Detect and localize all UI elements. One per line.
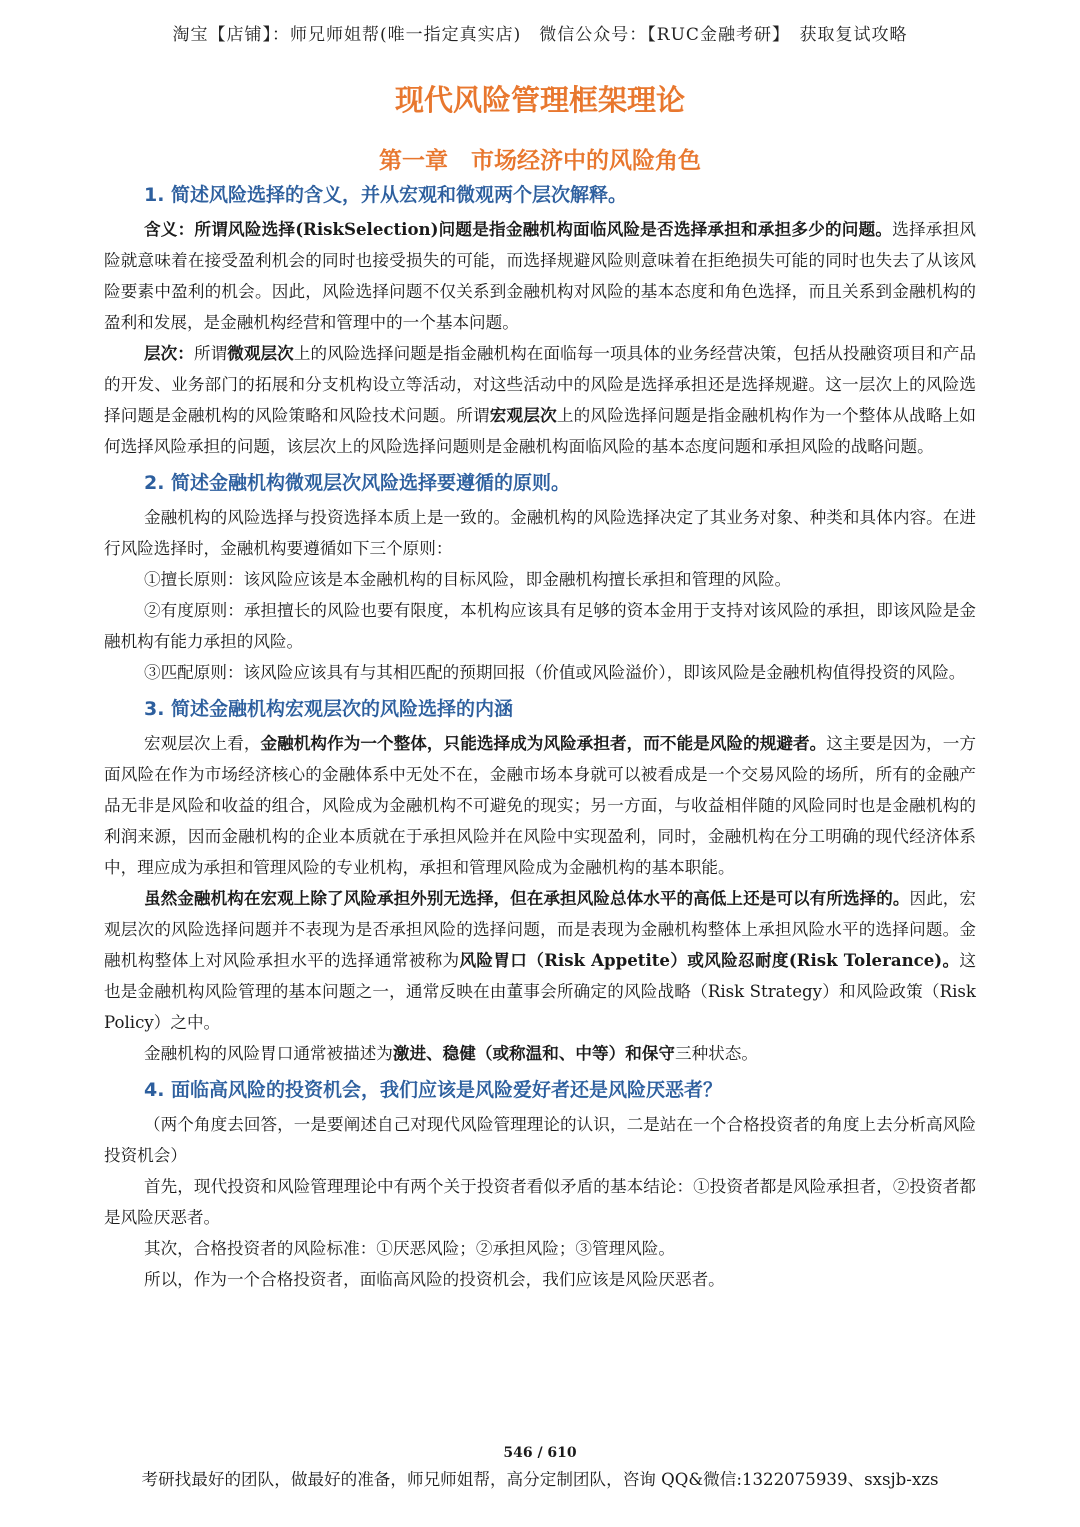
main-content [104,178,976,1295]
paragraph: 其次，合格投资者的风险标准：①厌恶风险；②承担风险；③管理风险。 [144,1239,675,1258]
paragraph: 首先，现代投资和风险管理理论中有两个关于投资者看似矛盾的基本结论：①投资者都是风险承担者，②投资者都是风险厌恶者。 [104,1177,976,1227]
text-span: 上的风险选择问题是指金融机构在面临每一项具体的业务经营决策，包括从投融资项目和产品的开发、业务部门的拓展和分支机构设立等活动，对这些活动中的风险是选择承担还是选择规避。这一层次上的风险选择问题是金融机构的风险策略和风险技术问题。所谓 [104,344,977,425]
appetite-states: 激进、稳健（或称温和、中等）和保守 [392,1043,675,1063]
risk-appetite-term: 风险胃口（Risk Appetite）或风险忍耐度(Risk Tolerance)。 [459,950,960,970]
paragraph: （两个角度去回答，一是要阐述自己对现代风险管理理论的认识，二是站在一个合格投资者的角度上去分析高风险投资机会） [104,1115,976,1165]
chapter-heading: 第一章 市场经济中的风险角色 [379,148,701,174]
page-footer [0,1440,1080,1494]
text-span: 所谓 [193,344,228,363]
page-header: 淘宝【店铺】：师兄师姐帮(唯一指定真实店) 微信公众号：【RUC金融考研】 获取复试攻略 [172,25,908,45]
paragraph: 所以，作为一个合格投资者，面临高风险的投资机会，我们应该是风险厌恶者。 [144,1270,725,1289]
text-span: 宏观层次上看， [144,734,261,753]
paragraph: 金融机构的风险选择与投资选择本质上是一致的。金融机构的风险选择决定了其业务对象、种类和具体内容。在进行风险选择时，金融机构要遵循如下三个原则： [104,508,976,558]
principle-item: ②有度原则：承担擅长的风险也要有限度，本机构应该具有足够的资本金用于支持对该风险的承担，即该风险是金融机构有能力承担的风险。 [104,601,976,651]
text-span: 这主要是因为，一方面风险在作为市场经济核心的金融体系中无处不在，金融市场本身就可以被看成是一个交易风险的场所，所有的金融产品无非是风险和收益的组合，风险成为金融机构不可避免的现实；另一方面，与收益相伴随的风险同时也是金融机构的利润来源，因而金融机构的企业本质就在于承担风险并在风险中实现盈利，同时，金融机构在分工明确的现代经济体系中，理应成为承担和管理风险的专业机构，承担和管理风险成为金融机构的基本职能。 [104,734,977,877]
text-span: 三种状态。 [675,1044,758,1063]
paragraph [104,883,976,1038]
text-span: 因此，宏观层次的风险选择问题并不表现为是否承担风险的选择问题，而是表现为金融机构整体上承担风险水平的选择问题。金融机构整体上对风险承担水平的选择通常被称为 [104,889,977,970]
footer-contact: 考研找最好的团队，做最好的准备，师兄师姐帮，高分定制团队，咨询 QQ&微信:1322075939、sxsjb-xzs [141,1470,939,1489]
question-heading-3: 3. 简述金融机构宏观层次的风险选择的内涵 [144,698,514,720]
text-span: 金融机构的风险胃口通常被描述为 [144,1044,393,1063]
principle-item: ③匹配原则：该风险应该具有与其相匹配的预期回报（价值或风险溢价），即该风险是金融机构值得投资的风险。 [144,663,966,682]
document-title: 现代风险管理框架理论 [394,83,685,117]
text-span: 这也是金融机构风险管理的基本问题之一，通常反映在由董事会所确定的风险战略（Risk Strategy）和风险政策（Risk Policy）之中。 [104,951,977,1032]
bold-statement: 虽然金融机构在宏观上除了风险承担外别无选择，但在承担风险总体水平的高低上还是可以有所选择的。 [144,888,910,908]
paragraph [104,1038,976,1069]
bold-statement: 金融机构作为一个整体，只能选择成为风险承担者，而不能是风险的规避者。 [260,733,827,753]
question-heading-4: 4. 面临高风险的投资机会，我们应该是风险爱好者还是风险厌恶者？ [144,1079,723,1101]
question-heading-2: 2. 简述金融机构微观层次风险选择要遵循的原则。 [144,472,571,494]
definition-text: 选择承担风险就意味着在接受盈利机会的同时也接受损失的可能，而选择规避风险则意味着在拒绝损失可能的同时也失去了从该风险要素中盈利的机会。因此，风险选择问题不仅关系到金融机构对风险的基本态度和角色选择，而且关系到金融机构的盈利和发展，是金融机构经营和管理中的一个基本问题。 [104,220,976,332]
text-span: 上的风险选择问题是指金融机构作为一个整体从战略上如何选择风险承担的问题，该层次上的风险选择问题则是金融机构面临风险的基本态度问题和承担风险的战略问题。 [104,406,977,456]
level-label: 层次： [144,343,194,363]
definition-bold: 含义：所谓风险选择(RiskSelection)问题是指金融机构面临风险是否选择承担和承担多少的问题。 [144,219,893,239]
question-heading-1: 1. 简述风险选择的含义，并从宏观和微观两个层次解释。 [144,184,628,206]
micro-level-term: 微观层次 [227,343,294,363]
page-number: 546 / 610 [503,1445,577,1461]
paragraph [104,214,976,338]
paragraph [104,728,976,883]
principle-item: ①擅长原则：该风险应该是本金融机构的目标风险，即金融机构擅长承担和管理的风险。 [144,570,792,589]
paragraph [104,338,976,462]
macro-level-term: 宏观层次 [489,405,557,425]
